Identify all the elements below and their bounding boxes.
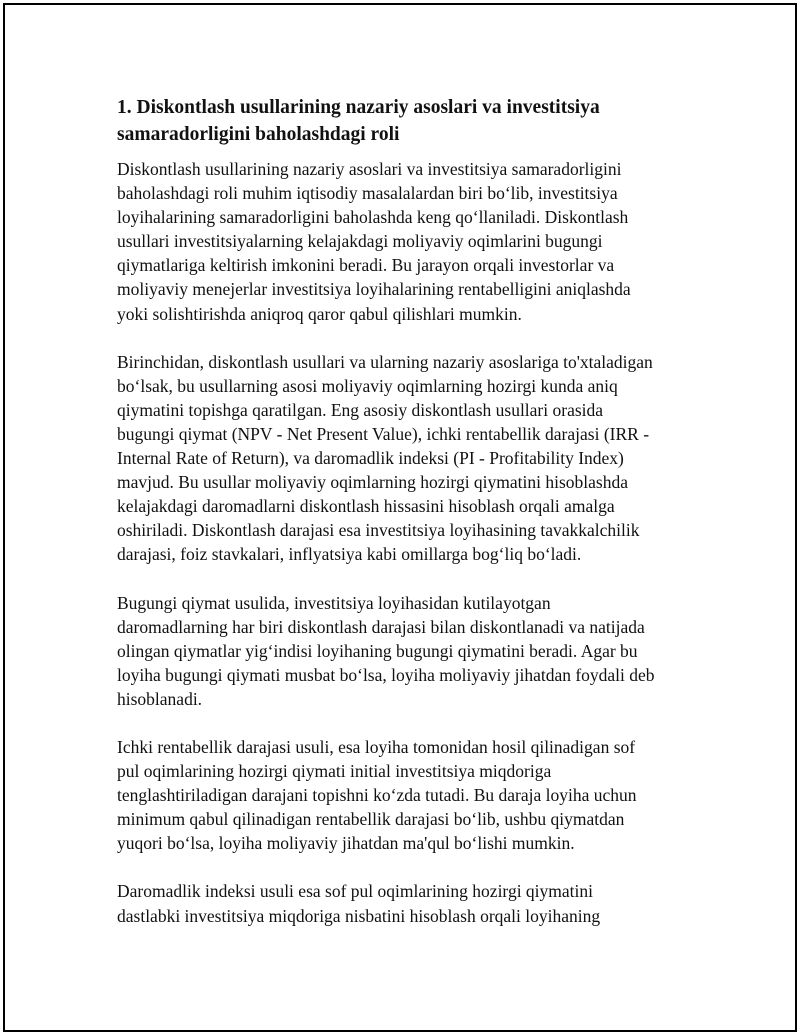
text-line: bo‘lsak, bu usullarning asosi moliyaviy oqimlarning hozirgi kunda aniq	[117, 375, 618, 396]
text-line: Diskontlash usullarining nazariy asoslari va investitsiya samaradorligini	[117, 159, 622, 179]
text-line: qiymatini topishga qaratilgan. Eng asosiy diskontlash usullari orasida	[117, 399, 604, 420]
text-line: dastlabki investitsiya miqdoriga nisbatini hisoblash orqali loyihaning	[117, 905, 601, 926]
paragraph-irr	[117, 735, 697, 855]
heading-line: 1. Diskontlash usullarining nazariy asoslari va investitsiya	[117, 97, 600, 118]
text-line: Daromadlik indeksi usuli esa sof pul oqimlarining hozirgi qiymatini	[117, 881, 594, 902]
text-line: bugungi qiymat (NPV - Net Present Value), ichki rentabellik darajasi (IRR -	[117, 423, 650, 444]
text-line: hisoblanadi.	[117, 688, 203, 709]
text-line: mavjud. Bu usullar moliyaviy oqimlarning hozirgi qiymatini hisoblashda	[117, 472, 629, 493]
text-line: baholashdagi roli muhim iqtisodiy masalalardan biri bo‘lib, investitsiya	[117, 183, 618, 204]
text-line: loyiha bugungi qiymati musbat bo‘lsa, loyiha moliyaviy jihatdan foydali deb	[117, 664, 655, 685]
text-line: oshiriladi. Diskontlash darajasi esa investitsiya loyihasining tavakkalchilik	[117, 520, 640, 541]
text-line: minimum qabul qilinadigan rentabellik darajasi bo‘lib, ushbu qiymatdan	[117, 809, 625, 830]
paragraph-intro	[117, 157, 697, 326]
text-line: Birinchidan, diskontlash usullari va ularning nazariy asoslariga to'xtaladigan	[117, 351, 653, 372]
text-line: olingan qiymatlar yig‘indisi loyihaning bugungi qiymatini beradi. Agar bu	[117, 640, 638, 661]
text-line: daromadlarning har biri diskontlash darajasi bilan diskontlanadi va natijada	[117, 616, 645, 637]
text-line: Internal Rate of Return), va daromadlik indeksi (PI - Profitability Index)	[117, 448, 624, 469]
text-line: Bugungi qiymat usulida, investitsiya loyihasidan kutilayotgan	[117, 592, 551, 613]
text-line: pul oqimlarining hozirgi qiymati initial investitsiya miqdoriga	[117, 761, 552, 782]
section-heading	[117, 94, 697, 148]
document-body	[117, 94, 697, 952]
text-line: yoki solishtirishda aniqroq qaror qabul qilishlari mumkin.	[117, 303, 522, 324]
text-line: qiymatlariga keltirish imkonini beradi. Bu jarayon orqali investorlar va	[117, 255, 615, 276]
text-line: darajasi, foiz stavkalari, inflyatsiya kabi omillarga bog‘liq bo‘ladi.	[117, 544, 582, 565]
text-line: loyihalarining samaradorligini baholashda keng qo‘llaniladi. Diskontlash	[117, 207, 629, 228]
text-line: kelajakdagi daromadlarni diskontlash hissasini hisoblash orqali amalga	[117, 496, 615, 517]
text-line: Ichki rentabellik darajasi usuli, esa loyiha tomonidan hosil qilinadigan sof	[117, 736, 636, 757]
paragraph-pi	[117, 879, 697, 927]
text-line: usullari investitsiyalarning kelajakdagi moliyaviy oqimlarini bugungi	[117, 231, 603, 252]
text-line: moliyaviy menejerlar investitsiya loyihalarining rentabelligini aniqlashda	[117, 279, 631, 300]
paragraph-npv	[117, 591, 697, 711]
paragraph-methods	[117, 350, 697, 567]
text-line: yuqori bo‘lsa, loyiha moliyaviy jihatdan ma'qul bo‘lishi mumkin.	[117, 833, 575, 854]
text-line: tenglashtiriladigan darajani topishni ko‘zda tutadi. Bu daraja loyiha uchun	[117, 785, 637, 806]
heading-line: samaradorligini baholashdagi roli	[117, 124, 400, 145]
